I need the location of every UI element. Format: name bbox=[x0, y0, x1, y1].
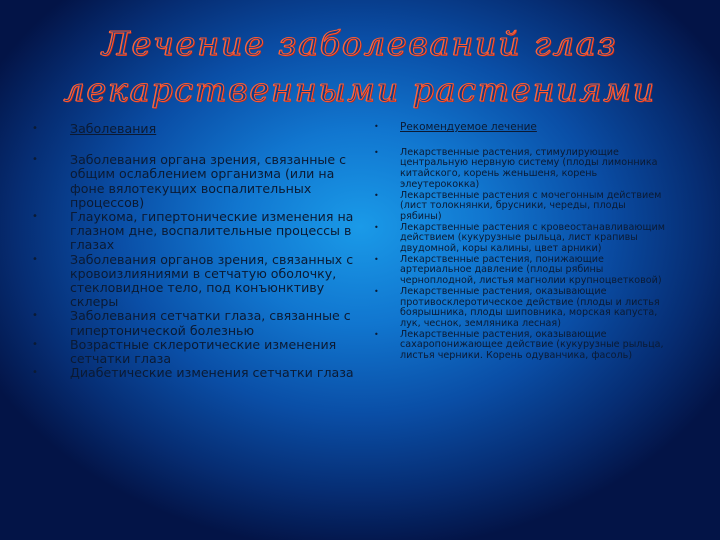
treatment-item bbox=[370, 330, 670, 362]
bullet-icon: • bbox=[32, 123, 38, 134]
treatment-item-text: Лекарственные растения, оказывающие сахаропонижающее действие (кукурузные рыльца, листья черники. Корень одуванчика, фасоль) bbox=[400, 328, 664, 362]
disease-item bbox=[28, 253, 358, 310]
treatment-item bbox=[370, 255, 670, 287]
bullet-icon: • bbox=[32, 211, 38, 223]
bullet-icon: • bbox=[374, 254, 379, 264]
bullet-icon: • bbox=[32, 338, 38, 350]
slide-title-line-1: Лечение заболеваний глаз bbox=[102, 24, 618, 63]
disease-item-text: Заболевания сетчатки глаза, связанные с гипертонической болезнью bbox=[70, 308, 351, 338]
disease-item bbox=[28, 338, 358, 366]
diseases-header-text: Заболевания bbox=[70, 121, 157, 136]
disease-item-text: Заболевания органа зрения, связанные с общим ослаблением организма (или на фоне вялотекущих воспалительных процессов) bbox=[70, 152, 347, 210]
disease-item-text: Глаукома, гипертонические изменения на глазном дне, воспалительные процессы в глазах bbox=[70, 209, 354, 253]
disease-item-text: Диабетические изменения сетчатки глаза bbox=[70, 365, 354, 381]
disease-item bbox=[28, 309, 358, 337]
bullet-icon: • bbox=[374, 147, 379, 157]
treatment-item-text: Лекарственные растения с кровеостанавливающим действием (кукурузные рыльца, лист крапивы двудомной, коры калины, цвет арники) bbox=[400, 221, 665, 255]
treatment-header bbox=[370, 122, 670, 133]
treatment-column bbox=[370, 122, 670, 362]
bullet-icon: • bbox=[32, 310, 38, 322]
bullet-icon: • bbox=[32, 154, 38, 166]
treatment-item bbox=[370, 148, 670, 191]
disease-item bbox=[28, 210, 358, 253]
treatment-item-text: Лекарственные растения, стимулирующие центральную нервную систему (плоды лимонника китайского, корень женьшеня, корень элеутерококка) bbox=[400, 146, 658, 190]
disease-item bbox=[28, 153, 358, 210]
bullet-icon: • bbox=[374, 122, 379, 131]
treatment-item-text: Лекарственные растения с мочегонным действием (лист толокнянки, брусники, череды, плоды рябины) bbox=[400, 189, 662, 222]
diseases-column bbox=[28, 122, 358, 380]
disease-item bbox=[28, 366, 358, 380]
bullet-icon: • bbox=[32, 253, 38, 265]
treatment-item-text: Лекарственные растения, понижающие артериальное давление (плоды рябины черноплодной, листья магнолии крупноцветковой) bbox=[400, 253, 662, 287]
treatment-item bbox=[370, 287, 670, 330]
bullet-icon: • bbox=[374, 329, 379, 339]
diseases-header bbox=[28, 122, 358, 136]
treatment-item-text: Лекарственные растения, оказывающие противосклеротическое действие (плоды и листья боярышника, плоды шиповника, морская капуста, лук, чеснок, земляника лесная) bbox=[400, 285, 660, 329]
bullet-icon: • bbox=[374, 286, 379, 296]
slide-title-line-2: лекарственными растениями bbox=[63, 70, 657, 109]
treatment-header-text: Рекомендуемое лечение bbox=[400, 121, 537, 133]
treatment-list bbox=[370, 148, 670, 362]
bullet-icon: • bbox=[32, 367, 38, 379]
bullet-icon: • bbox=[374, 190, 379, 200]
disease-item-text: Заболевания органов зрения, связанных с кровоизлияниями в сетчатую оболочку, стекловидное тело, под конъюнктиву склеры bbox=[70, 251, 354, 310]
treatment-item bbox=[370, 191, 670, 223]
bullet-icon: • bbox=[374, 222, 379, 232]
treatment-item bbox=[370, 223, 670, 255]
disease-item-text: Возрастные склеротические изменения сетчатки глаза bbox=[70, 336, 337, 367]
diseases-list bbox=[28, 153, 358, 380]
